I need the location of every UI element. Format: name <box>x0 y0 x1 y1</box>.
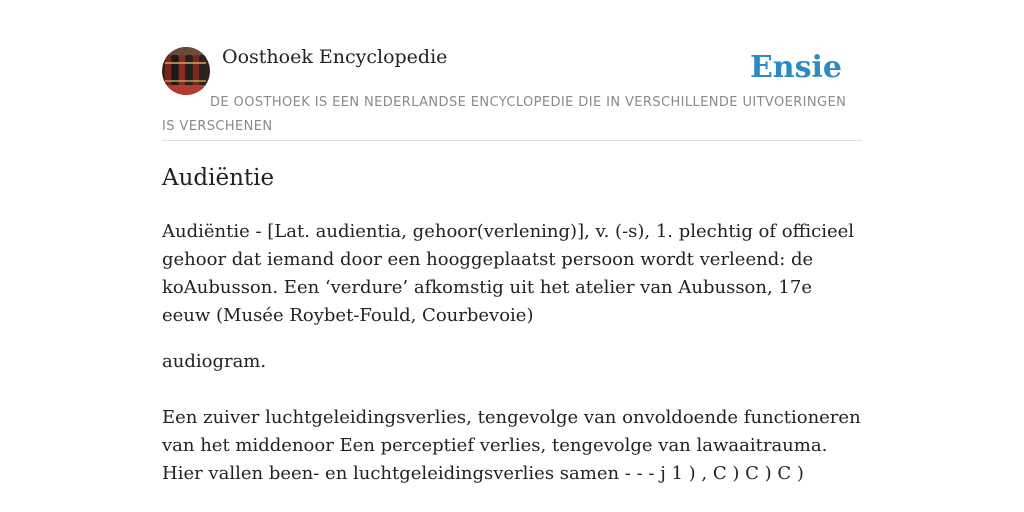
article-content <box>162 162 862 488</box>
ensie-logo-link[interactable]: Ensie <box>749 50 842 85</box>
encyclopedia-books-avatar-icon[interactable] <box>162 47 210 95</box>
article-paragraph-audiogram: audiogram. <box>162 351 267 372</box>
site-title[interactable]: Oosthoek Encyclopedie <box>222 46 448 68</box>
site-tagline: DE OOSTHOEK IS EEN NEDERLANDSE ENCYCLOPEDIE DIE IN VERSCHILLENDE UITVOERINGEN IS VERSCHENEN <box>162 95 847 134</box>
article-title: Audiëntie <box>162 165 275 191</box>
article-paragraph-hearing-loss: Een zuiver luchtgeleidingsverlies, tengevolge van onvoldoende functioneren van het middenoor Een perceptief verlies, tengevolge van lawaaitrauma. Hier vallen been- en luchtgeleidingsverlies samen - - - j 1 ) , C ) C ) C ) <box>162 407 861 484</box>
site-header <box>162 44 862 141</box>
article-paragraph-definition: Audiëntie - [Lat. audientia, gehoor(verlening)], v. (-s), 1. plechtig of officieel gehoor dat iemand door een hooggeplaatst persoon wordt verleend: de koAubusson. Een ‘verdure’ afkomstig uit het atelier van Aubusson, 17e eeuw (Musée Roybet-Fould, Courbevoie) <box>162 221 855 326</box>
